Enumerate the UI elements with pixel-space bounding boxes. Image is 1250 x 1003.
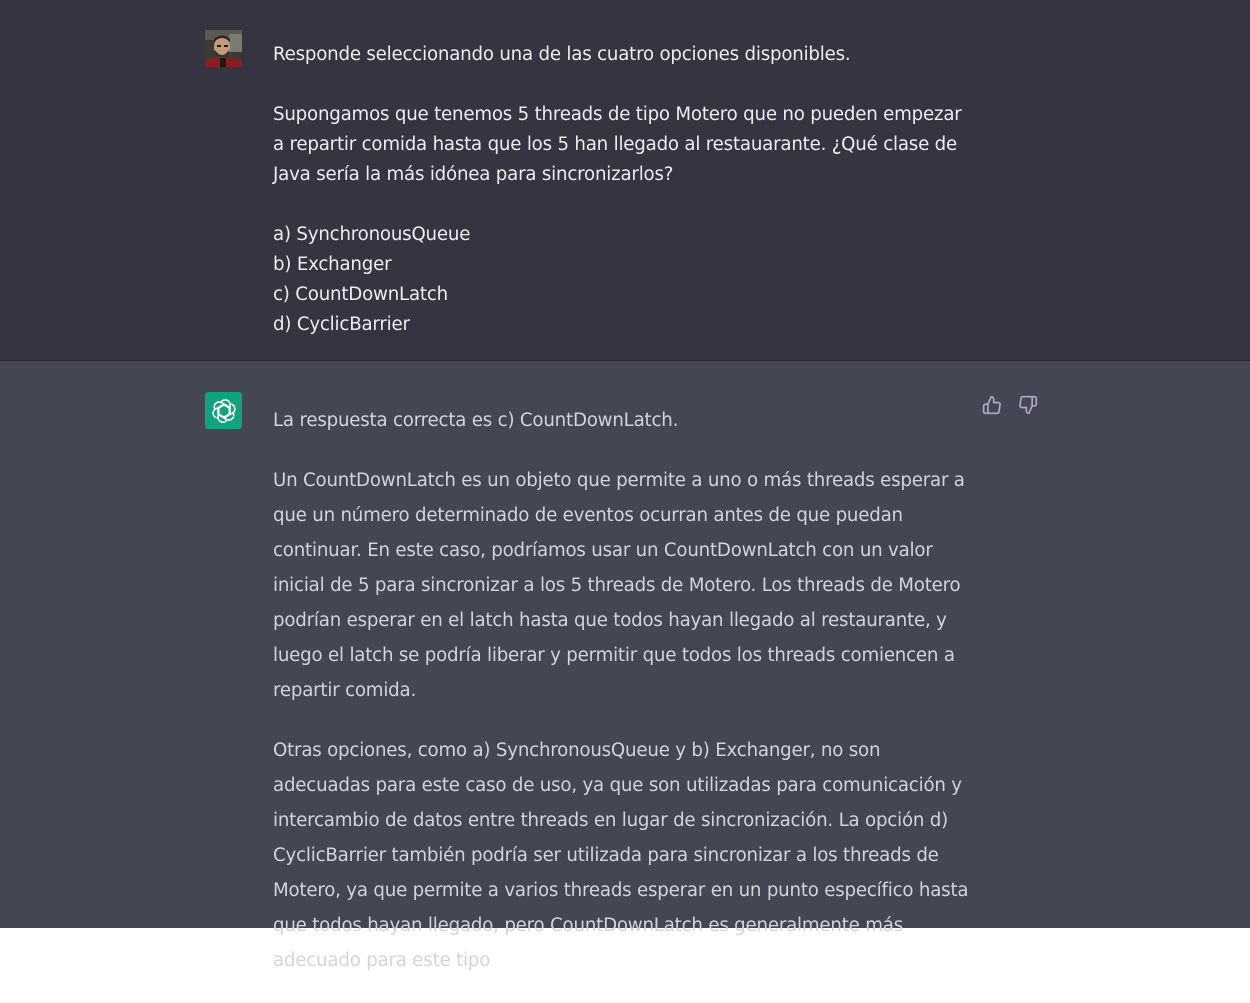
user-photo-avatar-icon bbox=[205, 30, 242, 67]
assistant-message-text bbox=[273, 403, 973, 1003]
user-intro: Responde seleccionando una de las cuatro opciones disponibles. bbox=[273, 44, 851, 65]
user-message bbox=[0, 0, 1250, 361]
thumbs-up-icon bbox=[982, 395, 1002, 415]
openai-logo-icon bbox=[211, 398, 237, 424]
option-d: d) CyclicBarrier bbox=[273, 314, 410, 335]
user-question: Supongamos que tenemos 5 threads de tipo Motero que no pueden empezar a repartir comida hasta que los 5 han llegado al restauarante. ¿Qué clase de Java sería la más idónea para sincronizarlos? bbox=[273, 104, 962, 185]
option-b: b) Exchanger bbox=[273, 254, 392, 275]
assistant-avatar bbox=[205, 392, 242, 429]
option-a: a) SynchronousQueue bbox=[273, 224, 471, 245]
answer-paragraph: La respuesta correcta es c) CountDownLatch. bbox=[273, 410, 679, 431]
thumbs-down-button[interactable] bbox=[1018, 394, 1038, 416]
alternatives-paragraph: Otras opciones, como a) SynchronousQueue y b) Exchanger, no son adecuadas para este caso de uso, ya que son utilizadas para comunicación y intercambio de datos entre threads en lugar de sincronización. La opción d) CyclicBarrier también podría ser utilizada para sincronizar a los threads de Motero, ya que permite a varios threads esperar en un punto específico hasta que todos hayan llegado, pero CountDownLatch es generalmente más adecuado para este tipo bbox=[273, 740, 969, 971]
options-list bbox=[273, 220, 973, 340]
user-avatar bbox=[205, 30, 242, 67]
option-c: c) CountDownLatch bbox=[273, 284, 448, 305]
feedback-buttons bbox=[982, 394, 1038, 416]
assistant-message bbox=[0, 361, 1250, 971]
user-message-text bbox=[273, 40, 973, 340]
thumbs-up-button[interactable] bbox=[982, 394, 1002, 416]
thumbs-down-icon bbox=[1018, 395, 1038, 415]
explanation-paragraph: Un CountDownLatch es un objeto que permite a uno o más threads esperar a que un número determinado de eventos ocurran antes de que puedan continuar. En este caso, podríamos usar un CountDownLatch con un valor inicial de 5 para sincronizar a los 5 threads de Motero. Los threads de Motero podrían esperar en el latch hasta que todos hayan llegado al restaurante, y luego el latch se podría liberar y permitir que todos los threads comiencen a repartir comida. bbox=[273, 470, 965, 701]
